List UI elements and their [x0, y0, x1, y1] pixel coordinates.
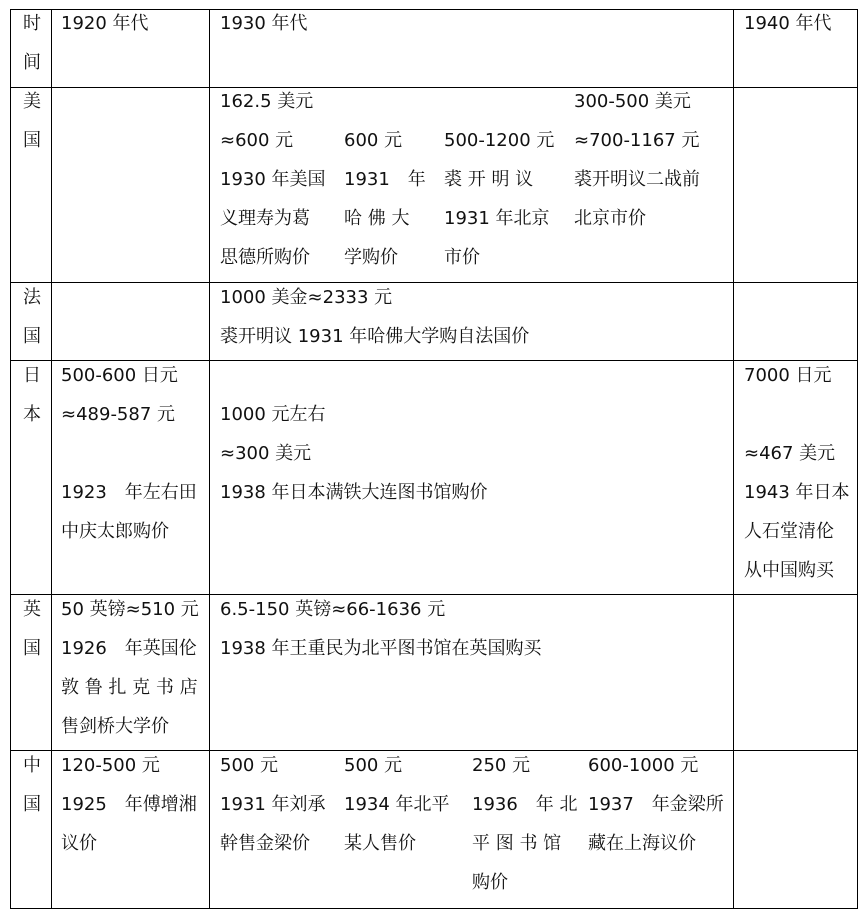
uk-1920-entry: 1926 年英国伦: [61, 638, 197, 659]
row-label-fr: 国: [23, 326, 41, 347]
uk-1920-entry: 敦 鲁 扎 克 书 店: [61, 677, 198, 698]
us-1930-entry-2: 600 元: [344, 130, 403, 151]
row-label-jp: 日: [23, 365, 41, 386]
cn-1920-entry: 议价: [61, 833, 97, 854]
us-1930-entry-3: 裘 开 明 议: [444, 169, 534, 190]
us-1930-entry-2: 1931 年: [344, 169, 426, 190]
us-1930-entry-4: 北京市价: [574, 208, 646, 229]
column-divider: [733, 9, 734, 909]
header-1940s: 1940 年代: [744, 13, 832, 34]
uk-1930-entry: 1938 年王重民为北平图书馆在英国购买: [220, 638, 542, 659]
us-1930-entry-1: 1930 年美国: [220, 169, 326, 190]
table-border-bottom: [10, 908, 858, 909]
jp-1920-entry: ≈489-587 元: [61, 404, 176, 425]
time-label-char: 时: [23, 13, 41, 34]
table-border-left: [10, 9, 11, 909]
us-1930-entry-3: 500-1200 元: [444, 130, 555, 151]
cn-1930-entry-2: 1934 年北平: [344, 794, 450, 815]
cn-1930-entry-1: 500 元: [220, 755, 279, 776]
row-label-uk: 英: [23, 599, 41, 620]
jp-1940-entry: 人石堂清伦: [744, 521, 834, 542]
us-1930-entry-2: 哈 佛 大: [344, 208, 410, 229]
cn-1930-entry-3: 1936 年 北: [472, 794, 578, 815]
jp-1930-entry: ≈300 美元: [220, 443, 312, 464]
cn-1930-entry-2: 500 元: [344, 755, 403, 776]
us-1930-entry-4: ≈700-1167 元: [574, 130, 700, 151]
cn-1920-entry: 1925 年傅增湘: [61, 794, 197, 815]
uk-1930-entry: 6.5-150 英镑≈66-1636 元: [220, 599, 446, 620]
jp-1940-entry: 1943 年日本: [744, 482, 850, 503]
jp-1940-entry: 7000 日元: [744, 365, 832, 386]
fr-1930-entry: 裘开明议 1931 年哈佛大学购自法国价: [220, 326, 530, 347]
row-label-us: 美: [23, 91, 41, 112]
cn-1930-entry-1: 幹售金梁价: [220, 833, 310, 854]
header-1930s: 1930 年代: [220, 13, 308, 34]
row-label-cn: 中: [23, 755, 41, 776]
us-1930-entry-1: 162.5 美元: [220, 91, 314, 112]
us-1930-entry-4: 裘开明议二战前: [574, 169, 700, 190]
row-label-cn: 国: [23, 794, 41, 815]
table-border-right: [857, 9, 858, 909]
us-1930-entry-4: 300-500 美元: [574, 91, 691, 112]
column-divider: [209, 9, 210, 909]
jp-1920-entry: 中庆太郎购价: [61, 521, 169, 542]
us-1930-entry-3: 市价: [444, 247, 480, 268]
uk-1920-entry: 50 英镑≈510 元: [61, 599, 199, 620]
jp-1920-entry: 1923 年左右田: [61, 482, 197, 503]
column-divider: [51, 9, 52, 909]
cn-1930-entry-1: 1931 年刘承: [220, 794, 326, 815]
cn-1930-entry-4: 藏在上海议价: [588, 833, 696, 854]
row-label-us: 国: [23, 130, 41, 151]
uk-1920-entry: 售剑桥大学价: [61, 716, 169, 737]
row-label-uk: 国: [23, 638, 41, 659]
cn-1930-entry-2: 某人售价: [344, 833, 416, 854]
cn-1930-entry-4: 600-1000 元: [588, 755, 699, 776]
us-1930-entry-1: ≈600 元: [220, 130, 294, 151]
jp-1940-entry: ≈467 美元: [744, 443, 836, 464]
cn-1930-entry-4: 1937 年金梁所: [588, 794, 724, 815]
row-divider: [10, 87, 858, 88]
row-label-jp: 本: [23, 404, 41, 425]
fr-1930-entry: 1000 美金≈2333 元: [220, 287, 393, 308]
jp-1930-entry: 1938 年日本满铁大连图书馆购价: [220, 482, 488, 503]
cn-1920-entry: 120-500 元: [61, 755, 160, 776]
us-1930-entry-2: 学购价: [344, 247, 398, 268]
row-divider: [10, 282, 858, 283]
cn-1930-entry-3: 购价: [472, 872, 508, 893]
us-1930-entry-3: 1931 年北京: [444, 208, 550, 229]
us-1930-entry-1: 义理寿为葛: [220, 208, 310, 229]
time-label-char: 间: [23, 52, 41, 73]
jp-1930-entry: 1000 元左右: [220, 404, 326, 425]
us-1930-entry-1: 思德所购价: [220, 247, 310, 268]
row-label-fr: 法: [23, 287, 41, 308]
cn-1930-entry-3: 平 图 书 馆: [472, 833, 562, 854]
header-1920s: 1920 年代: [61, 13, 149, 34]
jp-1920-entry: 500-600 日元: [61, 365, 178, 386]
jp-1940-entry: 从中国购买: [744, 560, 834, 581]
cn-1930-entry-3: 250 元: [472, 755, 531, 776]
